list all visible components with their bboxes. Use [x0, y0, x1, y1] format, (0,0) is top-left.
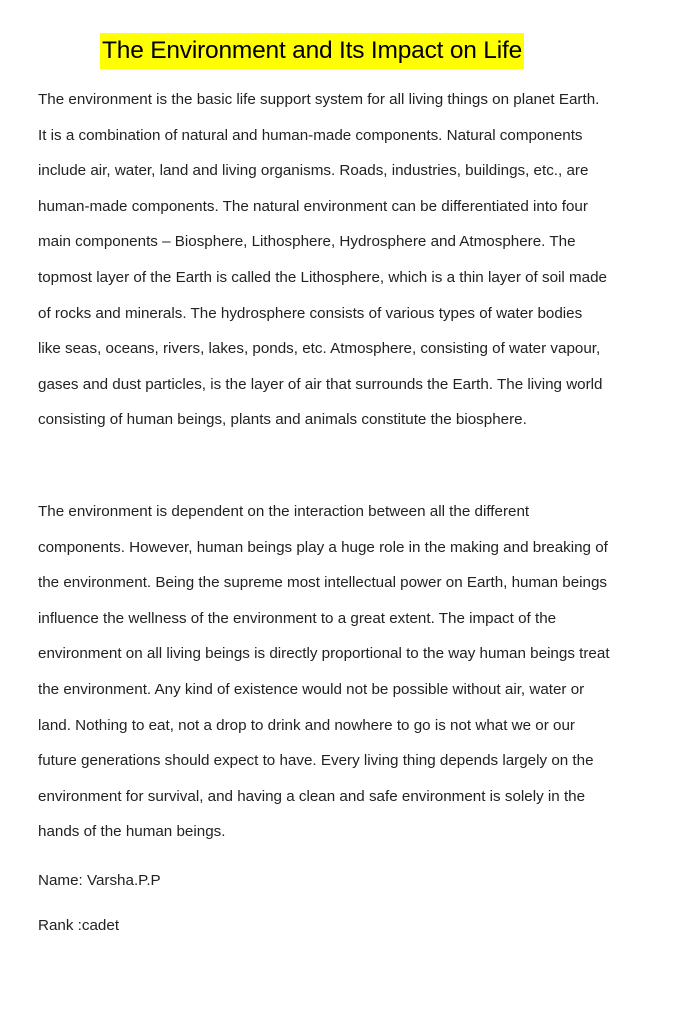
- paragraph-line: It is a combination of natural and human-made components. Natural components: [38, 126, 583, 144]
- paragraph-line: of rocks and minerals. The hydrosphere consists of various types of water bodies: [38, 304, 583, 322]
- paragraph-line: topmost layer of the Earth is called the Lithosphere, which is a thin layer of soil made: [38, 268, 607, 286]
- paragraph-line: main components – Biosphere, Lithosphere, Hydrosphere and Atmosphere. The: [38, 233, 576, 251]
- paragraph-line: influence the wellness of the environment to a great extent. The impact of the: [38, 609, 557, 627]
- paragraph-line: environment for survival, and having a clean and safe environment is solely in the: [38, 787, 586, 805]
- paragraph-line: human-made components. The natural environment can be differentiated into four: [38, 197, 588, 215]
- paragraph-2: [38, 494, 650, 850]
- paragraph-1: [38, 82, 650, 438]
- paragraph-line: include air, water, land and living organisms. Roads, industries, buildings, etc., are: [38, 162, 589, 180]
- paragraph-line: like seas, oceans, rivers, lakes, ponds, etc. Atmosphere, consisting of water vapour,: [38, 340, 601, 358]
- paragraph-line: the environment. Being the supreme most intellectual power on Earth, human beings: [38, 574, 608, 592]
- author-name: Name: Varsha.P.P: [38, 872, 161, 889]
- paragraph-line: components. However, human beings play a huge role in the making and breaking of: [38, 538, 608, 556]
- paragraph-line: The environment is dependent on the interaction between all the different: [38, 503, 530, 520]
- paragraph-line: gases and dust particles, is the layer of air that surrounds the Earth. The living world: [38, 375, 603, 393]
- author-rank: Rank :cadet: [38, 917, 120, 934]
- paragraph-line: consisting of human beings, plants and animals constitute the biosphere.: [38, 411, 527, 429]
- paragraph-line: environment on all living beings is directly proportional to the way human beings treat: [38, 645, 610, 663]
- paragraph-line: land. Nothing to eat, not a drop to drink and nowhere to go is not what we or our: [38, 716, 575, 734]
- paragraph-line: The environment is the basic life support system for all living things on planet Earth.: [38, 91, 600, 108]
- paragraph-line: future generations should expect to have. Every living thing depends largely on the: [38, 752, 594, 770]
- paragraph-line: the environment. Any kind of existence would not be possible without air, water or: [38, 680, 585, 698]
- paragraph-line: hands of the human beings.: [38, 823, 226, 841]
- document-title: The Environment and Its Impact on Life: [100, 33, 524, 69]
